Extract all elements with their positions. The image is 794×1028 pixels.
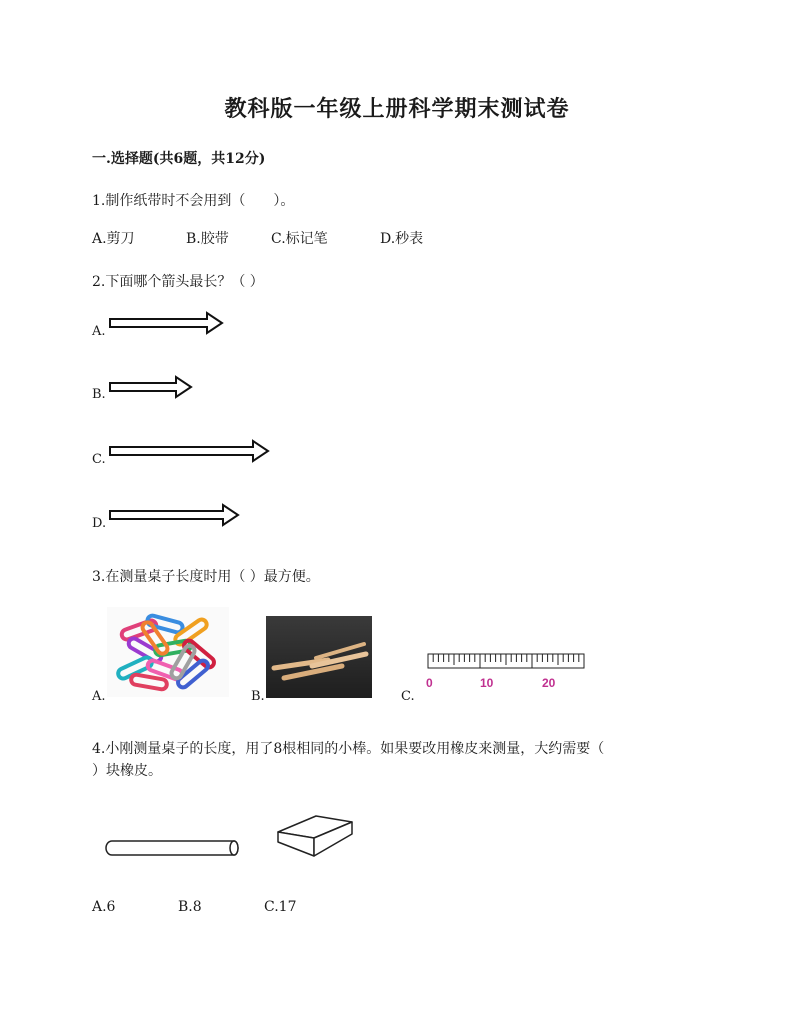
q2-option-b: B. xyxy=(92,387,106,402)
arrow-c-icon xyxy=(108,438,274,464)
question-3-stem: 3.在测量桌子长度时用（ ）最方便。 xyxy=(92,569,320,585)
arrow-b-icon xyxy=(108,374,198,400)
q4-option-c: C.17 xyxy=(264,899,297,915)
question-4-stem-line2: ）块橡皮。 xyxy=(92,763,162,779)
eraser-icon xyxy=(272,804,358,860)
question-4-stem-line1: 4.小刚测量桌子的长度，用了8根相同的小棒。如果要改用橡皮来测量，大约需要（ xyxy=(92,741,605,757)
ruler-label-0: 0 xyxy=(426,676,433,690)
stick-icon xyxy=(104,836,244,860)
arrow-d-icon xyxy=(108,502,244,528)
q3-option-c: C. xyxy=(401,689,415,704)
paperclips-icon xyxy=(107,607,229,697)
q1-option-d: D.秒表 xyxy=(380,231,424,247)
page-title: 教科版一年级上册科学期末测试卷 xyxy=(224,96,570,122)
q2-option-d: D. xyxy=(92,516,107,531)
q4-option-a: A.6 xyxy=(92,899,116,915)
section-heading: 一.选择题(共6题，共12分) xyxy=(92,151,266,167)
q3-option-b: B. xyxy=(251,689,265,704)
question-2-stem: 2.下面哪个箭头最长？（ ） xyxy=(92,274,264,290)
ruler-label-20: 20 xyxy=(542,676,556,690)
q4-option-b: B.8 xyxy=(178,899,202,915)
sticks-photo-icon xyxy=(266,616,372,698)
question-1-stem: 1.制作纸带时不会用到（ ）。 xyxy=(92,193,295,209)
q1-option-b: B.胶带 xyxy=(186,231,229,247)
q2-option-c: C. xyxy=(92,452,106,467)
q1-option-a: A.剪刀 xyxy=(92,231,135,247)
ruler-icon xyxy=(422,650,588,692)
q1-option-c: C.标记笔 xyxy=(271,231,328,247)
q3-option-a: A. xyxy=(92,689,106,704)
ruler-label-10: 10 xyxy=(480,676,494,690)
q2-option-a: A. xyxy=(92,324,106,339)
arrow-a-icon xyxy=(108,310,228,336)
